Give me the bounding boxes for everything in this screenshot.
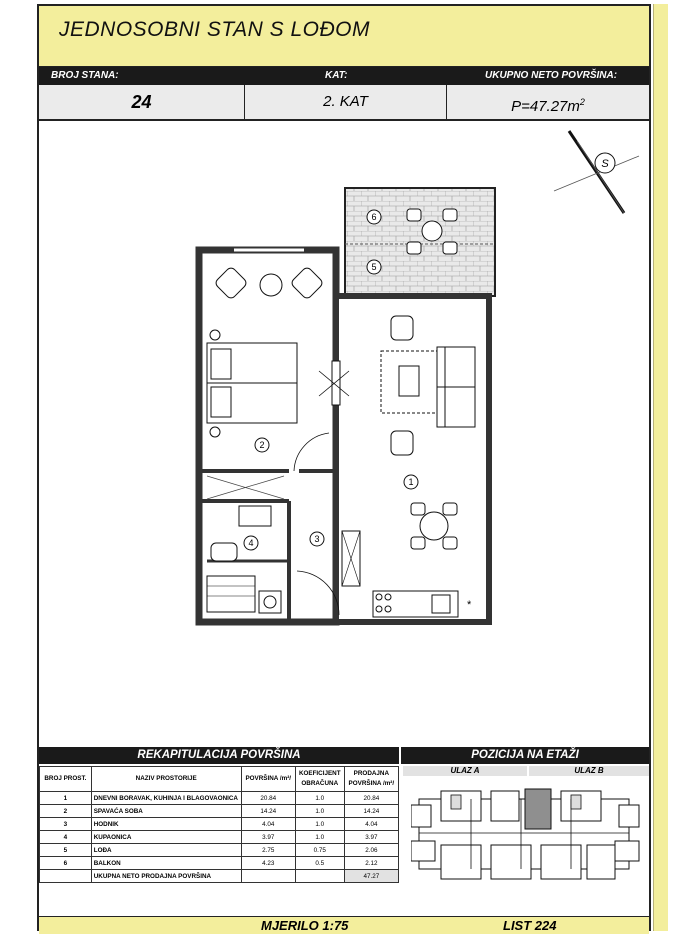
table-total-row	[40, 870, 399, 883]
row-area: 2.75	[241, 844, 295, 857]
position-title: POZICIJA NA ETAŽI	[401, 747, 649, 764]
row-net: 3.97	[344, 831, 398, 844]
label-row	[39, 67, 649, 85]
label-apartment-number: BROJ STANA:	[51, 70, 119, 81]
row-number: 6	[40, 857, 92, 870]
net-area-unit-exponent: 2	[579, 97, 585, 107]
table-row	[40, 805, 399, 818]
row-number: 2	[40, 805, 92, 818]
compass-letter: S	[601, 158, 609, 170]
row-coef: 0.5	[295, 857, 344, 870]
row-coef: 1.0	[295, 818, 344, 831]
header-net-area: PRODAJNA POVRŠINA /m²/	[344, 767, 398, 792]
value-row	[39, 85, 649, 121]
entrance-b-label: ULAZ B	[529, 766, 649, 776]
floor-plan	[39, 121, 649, 747]
sofa-icon	[437, 347, 475, 427]
net-area-value	[447, 85, 649, 119]
row-name: LOĐA	[91, 844, 241, 857]
room-number-1: 1	[408, 477, 414, 487]
row-name: SPAVAĆA SOBA	[91, 805, 241, 818]
floor-plan-drawing	[39, 121, 649, 747]
row-name: HODNIK	[91, 818, 241, 831]
row-area: 4.04	[241, 818, 295, 831]
row-number: 4	[40, 831, 92, 844]
header-coefficient: KOEFICIJENT OBRAČUNA	[295, 767, 344, 792]
table-row	[40, 857, 399, 870]
table-header-row	[40, 767, 399, 792]
row-net: 14.24	[344, 805, 398, 818]
table-row	[40, 844, 399, 857]
kitchen-mark: *	[467, 599, 472, 611]
kitchen-counter-icon	[373, 591, 458, 617]
row-area: 3.97	[241, 831, 295, 844]
row-number: 5	[40, 844, 92, 857]
entrance-a-label: ULAZ A	[403, 766, 527, 776]
row-coef: 1.0	[295, 831, 344, 844]
row-net: 2.12	[344, 857, 398, 870]
label-net-area: UKUPNO NETO POVRŠINA:	[485, 70, 618, 81]
total-label: UKUPNA NETO PRODAJNA POVRŠINA	[91, 870, 241, 883]
room-number-4: 4	[248, 538, 254, 548]
total-value: 47.27	[344, 870, 398, 883]
row-coef: 0.75	[295, 844, 344, 857]
sheet-label: LIST 224	[503, 918, 557, 933]
header-room-number: BROJ PROST.	[40, 767, 92, 792]
row-coef: 1.0	[295, 805, 344, 818]
room-number-2: 2	[259, 440, 265, 450]
row-net: 20.84	[344, 792, 398, 805]
floor-position-map	[411, 781, 641, 891]
row-name: KUPAONICA	[91, 831, 241, 844]
north-arrow-icon	[554, 131, 639, 213]
room-number-3: 3	[314, 534, 320, 544]
label-floor: KAT:	[325, 70, 348, 81]
table-row	[40, 818, 399, 831]
row-coef: 1.0	[295, 792, 344, 805]
row-net: 4.04	[344, 818, 398, 831]
plan-sheet	[37, 4, 651, 931]
scale-label: MJERILO 1:75	[261, 918, 349, 933]
header-room-name: NAZIV PROSTORIJE	[91, 767, 241, 792]
apartment-highlight	[525, 789, 551, 829]
balcony-area	[345, 188, 495, 296]
floor-value: 2. KAT	[245, 85, 447, 119]
recap-title: REKAPITULACIJA POVRŠINA	[39, 747, 399, 764]
net-area-number: P=47.27m	[511, 98, 580, 115]
side-accent-strip	[653, 4, 668, 931]
room-number-6: 6	[371, 212, 377, 222]
row-number: 1	[40, 792, 92, 805]
row-area: 14.24	[241, 805, 295, 818]
table-row	[40, 792, 399, 805]
title-bar	[39, 6, 649, 67]
row-name: DNEVNI BORAVAK, KUHINJA I BLAGOVAONICA	[91, 792, 241, 805]
row-number: 3	[40, 818, 92, 831]
apartment-number: 24	[39, 85, 245, 119]
apartment-title: JEDNOSOBNI STAN S LOĐOM	[59, 18, 370, 41]
double-bed-icon	[207, 330, 297, 437]
table-row	[40, 831, 399, 844]
area-recap-table	[39, 766, 399, 883]
footer-bar	[39, 916, 649, 934]
row-area: 4.23	[241, 857, 295, 870]
row-area: 20.84	[241, 792, 295, 805]
row-net: 2.06	[344, 844, 398, 857]
header-area: POVRŠINA /m²/	[241, 767, 295, 792]
room-number-5: 5	[371, 262, 377, 272]
side-table-icon	[260, 274, 282, 296]
row-name: BALKON	[91, 857, 241, 870]
